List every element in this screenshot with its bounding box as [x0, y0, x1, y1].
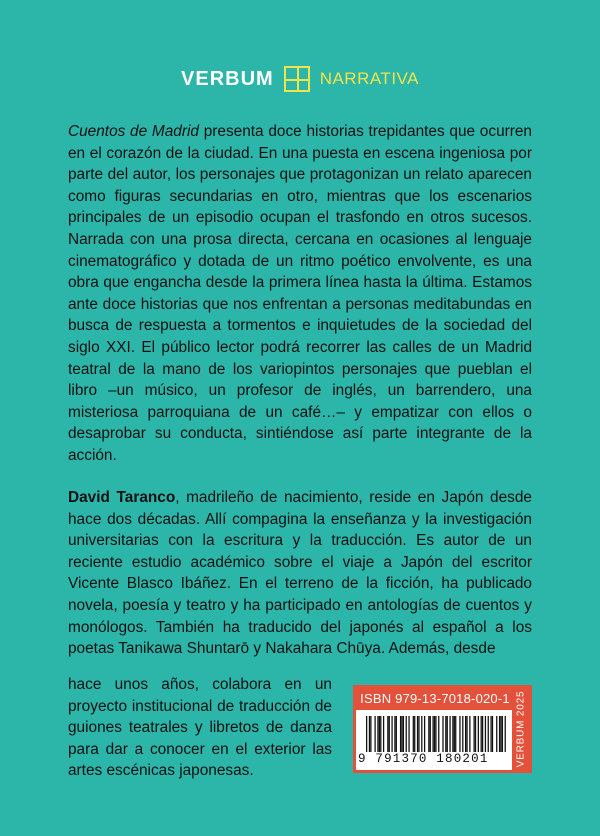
barcode-bar	[452, 716, 453, 752]
barcode-bar	[408, 716, 409, 752]
barcode-bar	[499, 716, 500, 752]
barcode-bar	[421, 716, 422, 752]
barcode-bar	[502, 716, 503, 752]
barcode-bar	[488, 716, 489, 752]
author-bio-text: , madrileño de nacimiento, reside en Japón desde hace dos décadas. Allí compagina la enseñanza y la investigación universitarias con la escritura y la traducción. Es autor de un reciente estudio académico sobre el viaje a Japón del escritor Vicente Blasco Ibáñez. En el terreno de la ficción, ha publicado novela, poesía y teatro y ha participado en antologías de cuentos y monólogos. También ha traducido del japonés al español a los poetas Tanikawa Shuntarō y Nakahara Chūya. Además, desde	[68, 489, 532, 658]
barcode-bar	[400, 716, 401, 752]
barcode-bar	[414, 716, 415, 752]
barcode-bar	[389, 716, 390, 752]
barcode-bar	[391, 716, 392, 752]
barcode-bar	[485, 716, 486, 752]
barcode-bar	[413, 716, 414, 752]
isbn-label: ISBN 979-13-7018-020-1	[356, 688, 514, 710]
barcode-bar	[482, 716, 483, 752]
barcode-bar	[379, 716, 380, 752]
barcode-bar	[473, 716, 474, 752]
barcode-block	[353, 685, 532, 773]
barcode-bar	[377, 716, 378, 752]
barcode-bar	[438, 716, 439, 752]
publisher-header	[0, 66, 600, 92]
barcode-bar	[462, 716, 463, 752]
book-title: Cuentos de Madrid	[68, 123, 199, 140]
side-band	[512, 688, 529, 770]
barcode-bar	[430, 716, 431, 752]
barcode-bar	[442, 716, 443, 752]
barcode-bar	[428, 716, 429, 752]
author-bio-continued: hace unos años, colabora en un proyecto institucional de traducción de guiones teatrales y libretos de danza para dar a conocer en el exterior las artes escénicas japonesas.	[68, 676, 332, 780]
barcode-bar	[496, 716, 497, 752]
barcode-bar	[459, 716, 460, 752]
barcode-digits: 9 791370 180201	[358, 752, 489, 766]
barcode-bar	[370, 716, 371, 752]
barcode-bar	[465, 716, 466, 752]
barcode-bar	[447, 716, 448, 752]
author-bio-paragraph	[68, 487, 532, 660]
barcode-bar	[454, 716, 455, 752]
barcode-bars	[366, 716, 506, 752]
barcode-bar	[366, 716, 367, 752]
barcode-bar	[505, 716, 506, 752]
barcode-bar	[469, 716, 470, 752]
publisher-brand: VERBUM	[181, 67, 274, 90]
barcode-bar	[406, 716, 407, 752]
barcode-bar	[380, 716, 381, 752]
barcode-bar	[387, 716, 388, 752]
barcode-bar	[449, 716, 450, 752]
barcode-bar	[403, 716, 404, 752]
barcode-bar	[500, 716, 501, 752]
barcode-bar	[434, 716, 435, 752]
barcode-bar	[417, 716, 418, 752]
publisher-year-label: VERBUM 2025	[515, 690, 526, 768]
barcode-bar	[445, 716, 446, 752]
barcode-bar	[424, 716, 425, 752]
barcode-bar	[466, 716, 467, 752]
barcode-bar	[481, 716, 482, 752]
window-grid-logo-icon	[284, 66, 310, 92]
synopsis-paragraph	[68, 121, 532, 467]
barcode-bar	[475, 716, 476, 752]
barcode-bar	[401, 716, 402, 752]
barcode-bar	[418, 716, 419, 752]
barcode-bar	[455, 716, 456, 752]
barcode-bar	[478, 716, 479, 752]
barcode-bar	[369, 716, 370, 752]
author-name: David Taranco	[68, 489, 176, 506]
barcode-bar	[435, 716, 436, 752]
barcode-bar	[383, 716, 384, 752]
barcode-bar	[492, 716, 493, 752]
collection-name: NARRATIVA	[319, 69, 419, 88]
barcode-bar	[394, 716, 395, 752]
barcode-bar	[374, 716, 375, 752]
barcode-bar	[396, 716, 397, 752]
barcode-bar	[432, 716, 433, 752]
synopsis-text: presenta doce historias trepidantes que ocurren en el corazón de la ciudad. En una puesta en escena ingeniosa por parte del autor, los personajes que protagonizan un relato aparecen como figuras secundarias en otro, mientras que los escenarios principales de un episodio ocupan el trasfondo en otros sucesos. Narrada con una prosa directa, cercana en ocasiones al lenguaje cinematográfico y dotada de un ritmo poético envolvente, es una obra que engancha desde la primera línea hasta la última. Estamos ante doce historias que nos enfrentan a personas meditabundas en busca de respuesta a tormentos e inquietudes de la sociedad del siglo XXI. El público lector podrá recorrer las calles de un Madrid teatral de la mano de los variopintos personajes que pueblan el libro –un músico, un profesor de inglés, un barrendero, una misteriosa parroquiana de un café…– y empatizar con ellos o desaprobar su conducta, sintiéndose así parte integrante de la acción.	[68, 123, 532, 464]
barcode-bar	[490, 716, 491, 752]
